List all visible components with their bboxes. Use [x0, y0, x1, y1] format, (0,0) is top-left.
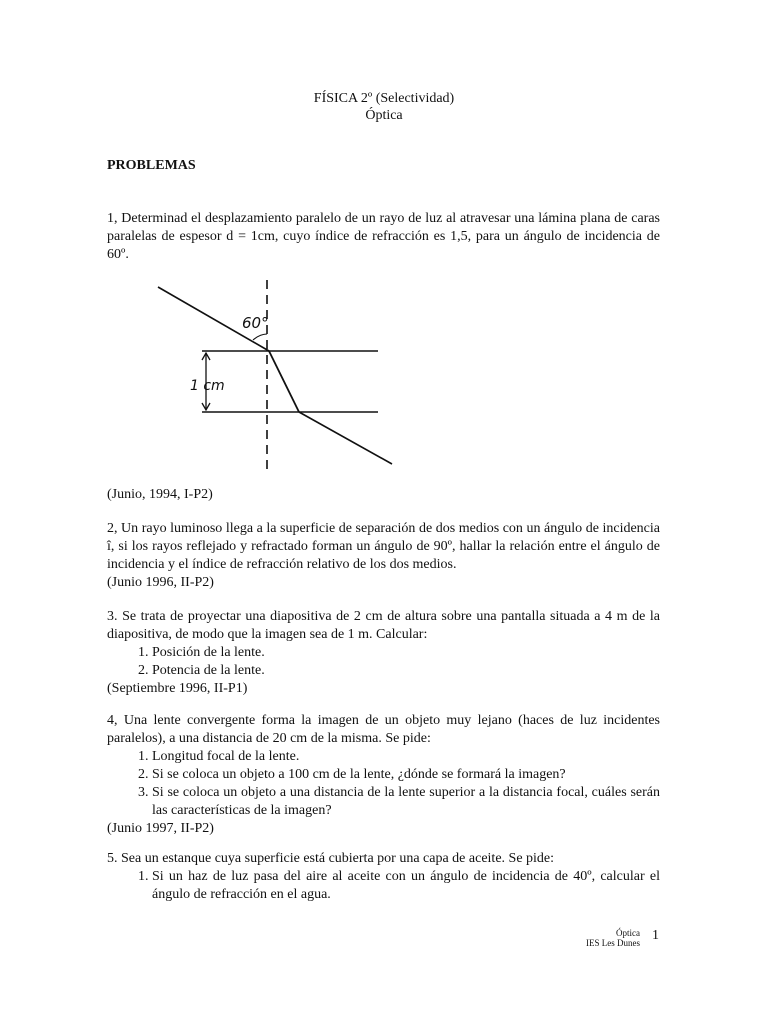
angle-label: 60° [242, 314, 269, 332]
problem-5 [107, 850, 660, 904]
emergent-ray [299, 412, 392, 464]
problem-4 [107, 712, 660, 838]
footer-school: IES Les Dunes [586, 938, 640, 948]
problem-2-text: 2, Un rayo luminoso llega a la superficie de separación de dos medios con un ángulo de incidencia î, si los rayos reflejado y refractado forman un ángulo de 90º, hallar la relación entre el ángulo de incidencia y el índice de refracción relativo de los dos medios. [107, 521, 660, 572]
problem-5-list [107, 868, 660, 904]
problem-1 [107, 210, 660, 264]
problem-3-source: (Septiembre 1996, II-P1) [107, 681, 248, 696]
problem-2 [107, 520, 660, 592]
problem-3 [107, 608, 660, 698]
problem-5-text: 5. Sea un estanque cuya superficie está cubierta por una capa de aceite. Se pide: [107, 851, 555, 866]
section-title: PROBLEMAS [107, 158, 196, 173]
document-title: FÍSICA 2º (Selectividad) [313, 91, 455, 106]
list-item: 2. Si se coloca un objeto a 100 cm de la lente, ¿dónde se formará la imagen? [152, 766, 660, 784]
problem-4-source: (Junio 1997, II-P2) [107, 821, 214, 836]
thickness-label: 1 cm [190, 378, 225, 394]
list-item: 3. Si se coloca un objeto a una distancia de la lente superior a la distancia focal, cuáles serán las características de la imagen? [152, 784, 660, 820]
problem-4-text: 4, Una lente convergente forma la imagen de un objeto muy lejano (haces de luz incidentes paralelos), a una distancia de 20 cm de la misma. Se pide: [107, 713, 660, 746]
page-footer [560, 928, 640, 948]
slab-refraction-figure [150, 280, 400, 475]
page-number: 1 [652, 928, 659, 943]
document-subtitle: Óptica [365, 108, 403, 123]
list-item: 2. Potencia de la lente. [152, 662, 660, 680]
problem-1-text: 1, Determinad el desplazamiento paralelo de un rayo de luz al atravesar una lámina plana de caras paralelas de espesor d = 1cm, cuyo índice de refracción es 1,5, para un ángulo de incidencia de 60º. [107, 211, 660, 262]
document-header [0, 90, 768, 124]
list-item: 1. Si un haz de luz pasa del aire al aceite con un ángulo de incidencia de 40º, calcular el ángulo de refracción en el agua. [152, 868, 660, 904]
problem-4-list [107, 748, 660, 820]
problem-1-source: (Junio, 1994, I-P2) [107, 487, 213, 502]
problem-3-text: 3. Se trata de proyectar una diapositiva de 2 cm de altura sobre una pantalla situada a 4 m de la diapositiva, de modo que la imagen sea de 1 m. Calcular: [107, 609, 660, 642]
problem-2-source: (Junio 1996, II-P2) [107, 575, 214, 590]
problem-3-list [107, 644, 660, 680]
angle-arc [253, 334, 267, 340]
footer-subject: Óptica [616, 928, 640, 938]
refracted-ray [269, 351, 299, 412]
problem-1-source-block [107, 486, 660, 504]
list-item: 1. Longitud focal de la lente. [152, 748, 660, 766]
list-item: 1. Posición de la lente. [152, 644, 660, 662]
